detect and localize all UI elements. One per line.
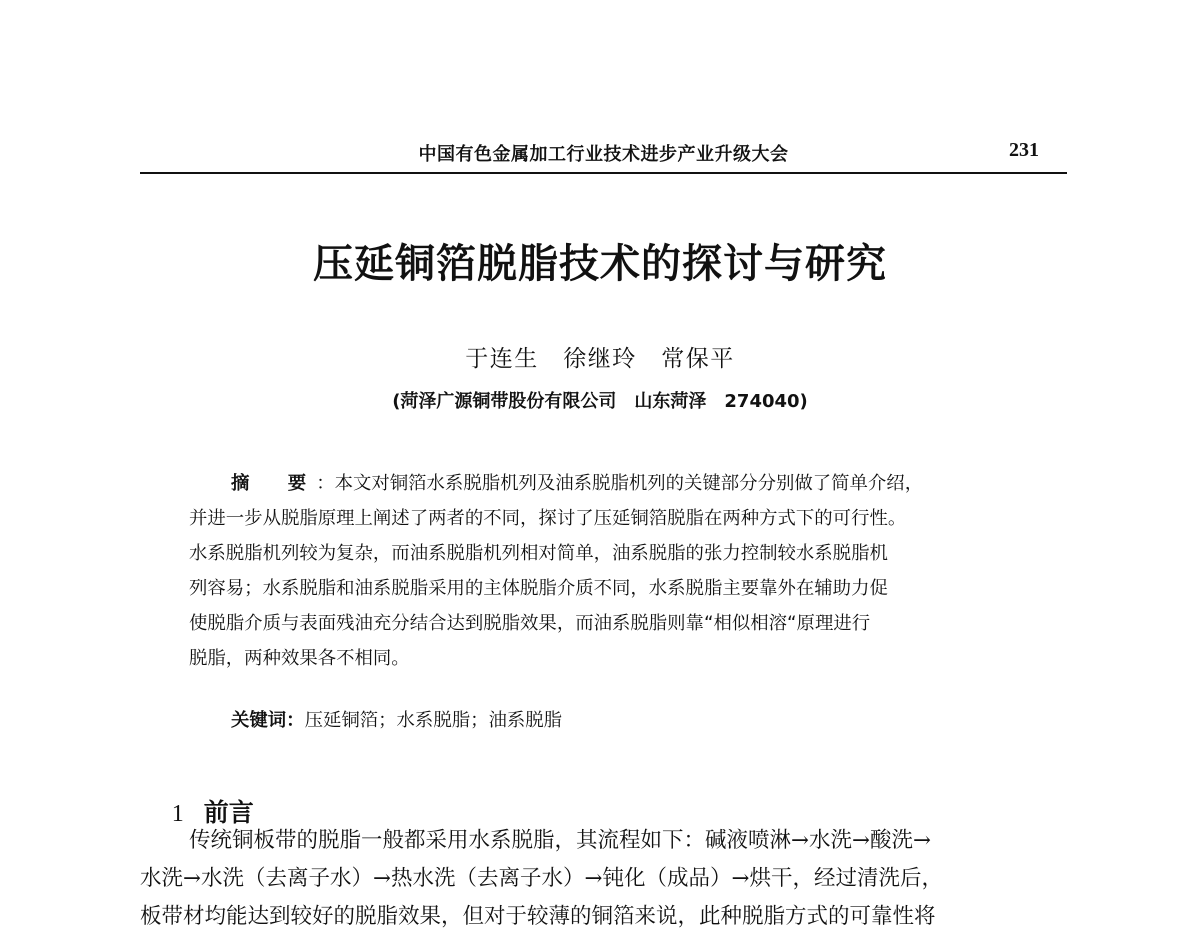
abstract-line: 并进一步从脱脂原理上阐述了两者的不同，探讨了压延铜箔脱脂在两种方式下的可行性。	[189, 508, 907, 529]
abstract-line: 水系脱脂机列较为复杂，而油系脱脂机列相对简单，油系脱脂的张力控制较水系脱脂机	[189, 543, 888, 564]
body-line: 传统铜板带的脱脂一般都采用水系脱脂，其流程如下：碱液喷淋→水洗→酸洗→	[189, 828, 932, 853]
keywords-text: 压延铜箔；水系脱脂；油系脱脂	[304, 710, 563, 731]
section-title: 前言	[203, 798, 254, 827]
header-rule	[140, 172, 1067, 174]
affiliation: (菏泽广源铜带股份有限公司 山东菏泽 274040)	[392, 391, 808, 412]
abstract	[189, 466, 1029, 676]
page-number: 231	[1009, 139, 1039, 161]
abstract-line: 列容易；水系脱脂和油系脱脂采用的主体脱脂介质不同，水系脱脂主要靠外在辅助力促	[189, 578, 888, 599]
keywords	[231, 706, 562, 732]
section-number: 1	[171, 801, 184, 827]
abstract-line: 脱脂，两种效果各不相同。	[189, 648, 410, 669]
abstract-label: 摘 要	[231, 473, 317, 494]
abstract-line-text: ：本文对铜箔水系脱脂机列及油系脱脂机列的关键部分分别做了简单介绍，	[316, 473, 924, 494]
keywords-label: 关键词：	[231, 710, 305, 731]
running-header	[140, 138, 1067, 170]
abstract-line: 使脱脂介质与表面残油充分结合达到脱脂效果，而油系脱脂则靠“相似相溶“原理进行	[189, 613, 871, 634]
abstract-line	[189, 466, 1029, 501]
conference-name: 中国有色金属加工行业技术进步产业升级大会	[418, 144, 789, 165]
paper-title: 压延铜箔脱脂技术的探讨与研究	[313, 240, 887, 287]
body-line: 板带材均能达到较好的脱脂效果，但对于较薄的铜箔来说，此种脱脂方式的可靠性将	[140, 904, 936, 929]
author-list: 于连生 徐继玲 常保平	[465, 346, 735, 372]
body-paragraph	[140, 822, 1075, 931]
body-line: 水洗→水洗（去离子水）→热水洗（去离子水）→钝化（成品）→烘干，经过清洗后，	[140, 866, 944, 891]
